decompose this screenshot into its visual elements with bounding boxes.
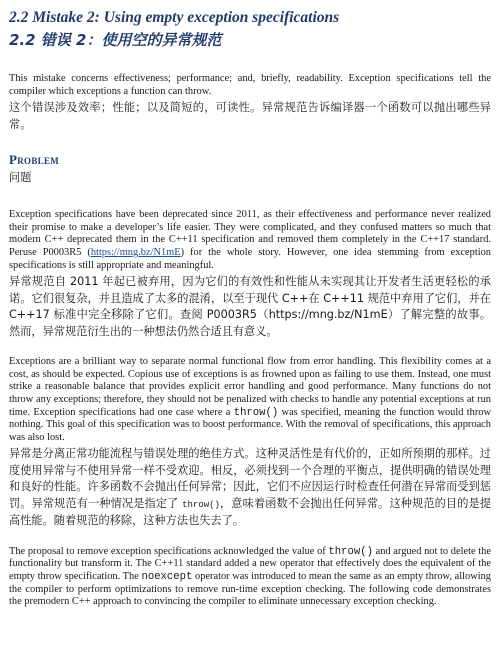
paragraph-1-cn: 异常规范自 2011 年起已被弃用，因为它们的有效性和性能从未实现其让开发者生活更轻松的承诺。它们很复杂，并且造成了太多的混淆，以至于现代 C++在 C++11 规范中弃用了它们，并在 C++17 标准中完全移除了它们。查阅 P0003R5（https://mng.bz/N1mE）了解完整的故事。然而，异常规范衍生出的一种想法仍然合适且有意义。	[9, 275, 491, 338]
throw-code-2: throw()	[328, 545, 373, 558]
problem-heading-cn: 问题	[9, 171, 32, 185]
paragraph-2-en	[9, 356, 491, 444]
intro-paragraph-en: This mistake concerns effectiveness; performance; and, briefly, readability. Exception specifications tell the compiler which exceptions a function can throw.	[9, 73, 491, 97]
paragraph-2-cn-text-a: 异常是分离正常功能流程与错误处理的绝佳方式。这种灵活性是有代价的，正如所预期的那样。过度使用异常与不使用异常一样不受欢迎。相反，必须找到一个合理的平衡点，提供明确的错误处理和良好的性能。许多函数不会抛出任何异常；因此，它们不应因运行时检查任何潜在异常而受到惩罚。异常规范有一种情况是指定了	[9, 447, 491, 510]
paragraph-3-en	[9, 546, 491, 609]
paragraph-2-cn	[9, 446, 491, 530]
throw-code-cn: throw()	[182, 499, 220, 510]
paragraph-1-text-b: ) for the whole story. However, one idea stemming from exception specifications is still appropriate and meaningful.	[9, 246, 491, 271]
section-title-en: 2.2 Mistake 2: Using empty exception specifications	[9, 9, 340, 26]
section-title-cn: 2.2 错误 2：使用空的异常规范	[9, 31, 222, 49]
p0003r5-link[interactable]: https://mng.bz/N1mE	[90, 246, 181, 258]
paragraph-1-en	[9, 209, 491, 272]
problem-heading-en: Problem	[9, 152, 60, 168]
paragraph-2-cn-text-b: ，意味着函数不会抛出任何异常。这种规范的目的是提高性能。随着规范的移除，这种方法也失去了。	[9, 496, 491, 528]
paragraph-3-text-c: operator was introduced to mean the same as an empty throw, allowing the compiler to perform optimizations to remove run-time exception checking. The following code demonstrates the premodern C++ approach to convincing the compiler to eliminate unnecessary exception checking.	[9, 571, 491, 608]
throw-code: throw()	[233, 406, 279, 419]
intro-paragraph-cn: 这个错误涉及效率；性能；以及简短的，可读性。异常规范告诉编译器一个函数可以抛出哪些异常。	[9, 101, 491, 131]
paragraph-3-text-b: and argued not to delete the functionality but transform it. The C++11 standard added a new operator that effectively does the equivalent of the empty throw specification. The	[9, 545, 491, 582]
paragraph-1-text-a: Exception specifications have been deprecated since 2011, as their effectiveness and performance never realized their promise to make a developer’s life easier. They were complicated, and they confused matters so much that modern C++ deprecated them in the C++11 specification and removed them completely in the C++17 standard. Peruse P0003R5 (	[9, 209, 491, 258]
paragraph-3-text-a: The proposal to remove exception specifications acknowledged the value of	[9, 545, 329, 557]
paragraph-2-text-a: Exceptions are a brilliant way to separate normal functional flow from error handling. This flexibility comes at a cost, as should be expected. Copious use of exceptions is as frowned upon as failing to use them. Instead, one must strike a reasonable balance that provides explicit error handling and good performance. Many functions do not throw any exceptions; therefore, they should not be penalized with checks to handle any potential exceptions at run time. Exception specifications had one case where a	[9, 356, 491, 418]
noexcept-code: noexcept	[141, 571, 193, 583]
paragraph-2-text-b: was specified, meaning the function would throw nothing. This goal of this specification was to boost performance. With the removal of specifications, this approach was also lost.	[9, 406, 492, 443]
